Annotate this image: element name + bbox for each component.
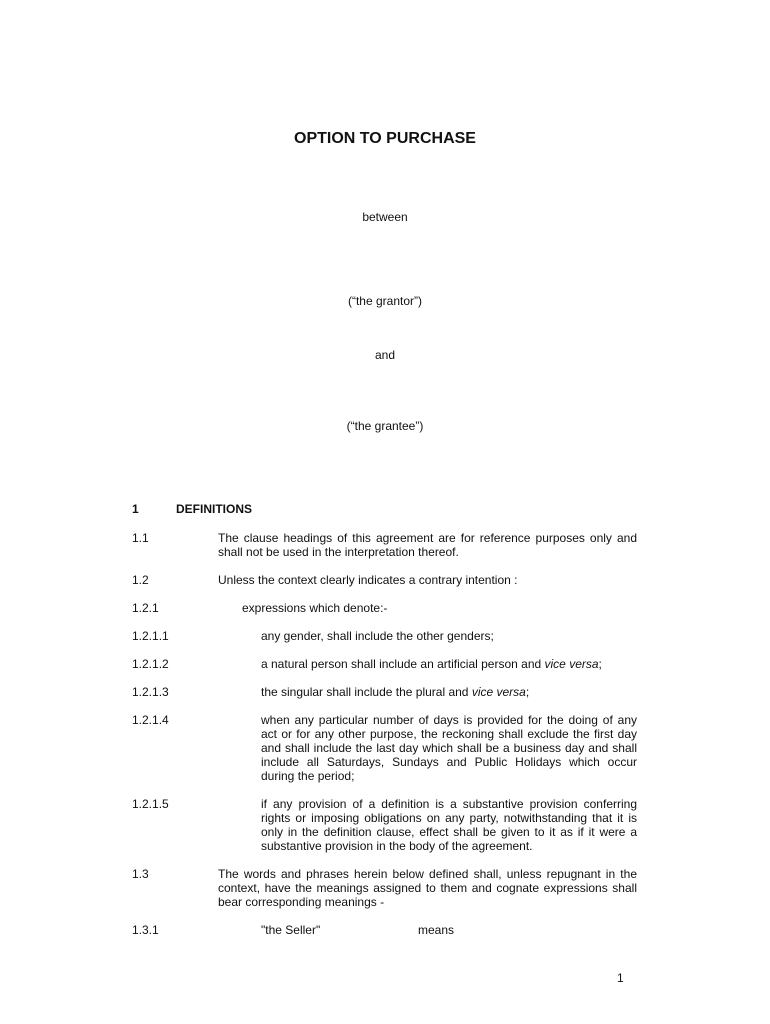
clause-number: 1.2.1.3 [132,685,169,699]
clause-number: 1.2.1.4 [132,713,169,727]
clause-text: any gender, shall include the other genders; [261,629,494,643]
document-title: OPTION TO PURCHASE [294,130,476,147]
clause-number: 1.2.1.5 [132,797,169,811]
clause-text-italic: vice versa [544,657,599,671]
clause-number: 1.1 [132,531,149,545]
clause-text: The clause headings of this agreement are for reference purposes only and shall not be used in the interpretation thereof. [218,531,637,559]
clause-text: when any particular number of days is provided for the doing of any act or for any other purpose, the reckoning shall exclude the first day and shall include the last day which shall be a business day and shall include all Saturdays, Sundays and Public Holidays which occur during the period; [261,713,637,783]
clause-number: 1.3.1 [132,923,159,937]
clause-text: The words and phrases herein below defined shall, unless repugnant in the context, have the meanings assigned to them and cognate expressions shall bear corresponding meanings - [218,867,637,909]
and-label: and [374,348,396,362]
clause-text: if any provision of a definition is a substantive provision conferring rights or imposing obligations on any party, notwithstanding that it is only in the definition clause, effect shall be given to it as if it were a substantive provision in the body of the agreement. [261,797,637,853]
clause-number: 1.2.1.1 [132,629,169,643]
clause-text-part: the singular shall include the plural and [261,685,472,699]
clause-text: expressions which denote:- [242,601,388,615]
means-label: means [418,923,455,937]
page-number: 1 [617,971,624,985]
grantee-label: (“the grantee”) [346,419,424,433]
grantor-label: (“the grantor”) [347,294,423,308]
clause-number: 1.2 [132,573,149,587]
clause-text-part: ; [525,685,530,699]
section-number: 1 [132,502,139,516]
clause-number: 1.2.1 [132,601,159,615]
defined-term: "the Seller" [261,923,321,937]
clause-number: 1.2.1.2 [132,657,169,671]
section-heading: DEFINITIONS [176,502,253,516]
clause-text [261,657,602,671]
clause-number: 1.3 [132,867,149,881]
clause-text-part: a natural person shall include an artificial person and [261,657,545,671]
clause-text [261,685,529,699]
clause-text-part: ; [598,657,602,671]
clause-text-italic: vice versa [471,685,526,699]
between-label: between [362,210,408,224]
clause-text: Unless the context clearly indicates a contrary intention : [218,573,518,587]
